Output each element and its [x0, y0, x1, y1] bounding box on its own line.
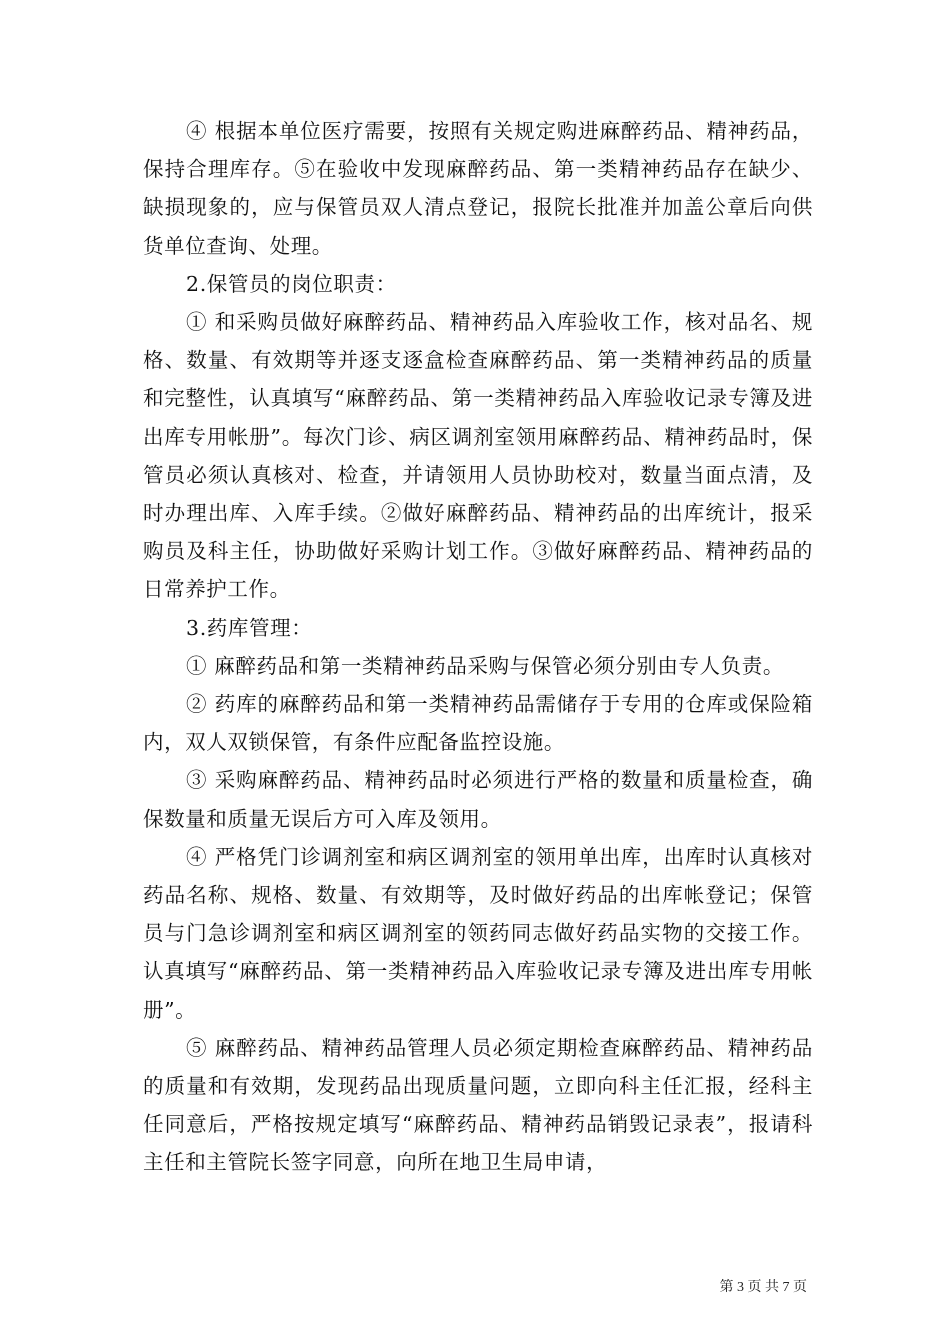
paragraph-warehouse-item-3: ③ 采购麻醉药品、精神药品时必须进行严格的数量和质量检查，确保数量和质量无误后方可入库及领用。	[143, 768, 813, 831]
paragraph-keeper-duties: ① 和采购员做好麻醉药品、精神药品入库验收工作，核对品名、规格、数量、有效期等并逐支逐盒检查麻醉药品、第一类精神药品的质量和完整性，认真填写“麻醉药品、第一类精神药品入库验收记录专簿及进出库专用帐册”。每次门诊、病区调剂室领用麻醉药品、精神药品时，保管员必须认真核对、检查，并请领用人员协助校对，数量当面点清，及时办理出库、入库手续。②做好麻醉药品、精神药品的出库统计，报采购员及科主任，协助做好采购计划工作。③做好麻醉药品、精神药品的日常养护工作。	[143, 310, 813, 602]
paragraph-warehouse-item-4: ④ 严格凭门诊调剂室和病区调剂室的领用单出库，出库时认真核对药品名称、规格、数量、有效期等，及时做好药品的出库帐登记；保管员与门急诊调剂室和病区调剂室的领药同志做好药品实物的交接工作。认真填写“麻醉药品、第一类精神药品入库验收记录专簿及进出库专用帐册”。	[143, 844, 813, 1022]
document-body	[143, 112, 813, 1182]
paragraph-warehouse-item-2: ② 药库的麻醉药品和第一类精神药品需储存于专用的仓库或保险箱内，双人双锁保管，有条件应配备监控设施。	[143, 692, 813, 755]
paragraph-warehouse-item-5: ⑤ 麻醉药品、精神药品管理人员必须定期检查麻醉药品、精神药品的质量和有效期，发现药品出现质量问题，立即向科主任汇报，经科主任同意后，严格按规定填写“麻醉药品、精神药品销毁记录表”，报请科主任和主管院长签字同意，向所在地卫生局申请，	[143, 1035, 813, 1175]
heading-keeper-duties: 2.保管员的岗位职责：	[186, 271, 397, 296]
page-number-footer: 第 3 页 共 7 页	[719, 1280, 807, 1295]
paragraph-purchaser-duties-continued: ④ 根据本单位医疗需要，按照有关规定购进麻醉药品、精神药品，保持合理库存。⑤在验收中发现麻醉药品、第一类精神药品存在缺少、缺损现象的，应与保管员双人清点登记，报院长批准并加盖公章后向供货单位查询、处理。	[143, 119, 813, 258]
paragraph-warehouse-item-1: ① 麻醉药品和第一类精神药品采购与保管必须分别由专人负责。	[186, 653, 784, 678]
heading-warehouse-management: 3.药库管理：	[186, 615, 313, 640]
